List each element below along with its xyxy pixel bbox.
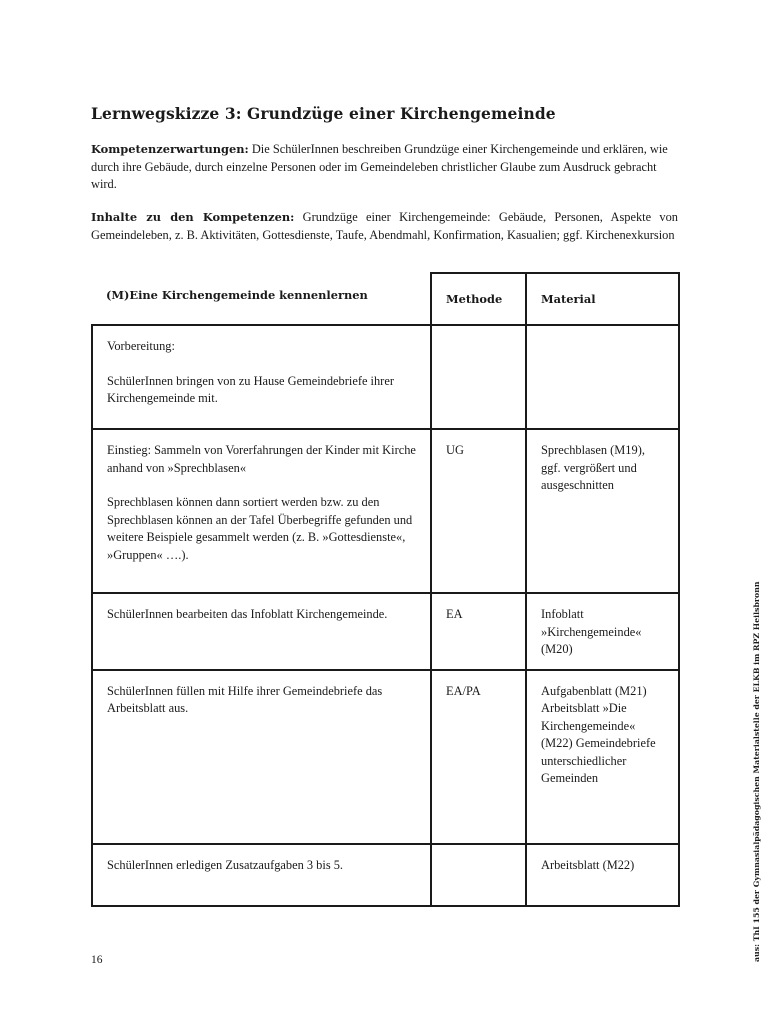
material-cell: Aufgabenblatt (M21) Arbeitsblatt »Die Kirchengemeinde« (M22) Gemeindebriefe unterschiedlicher Gemeinden xyxy=(526,670,679,844)
activity-text: Vorbereitung: xyxy=(107,339,175,353)
material-cell: Sprechblasen (M19), ggf. vergrößert und ausgeschnitten xyxy=(526,429,679,593)
table-row xyxy=(92,429,679,593)
table-row xyxy=(92,844,679,906)
section-title: (M)Eine Kirchengemeinde kennenlernen xyxy=(106,288,368,302)
material-cell: Arbeitsblatt (M22) xyxy=(526,844,679,906)
table-row xyxy=(92,670,679,844)
kompetenz-text: Die SchülerInnen beschreiben Grundzüge einer Kirchengemeinde und erklären, wie durch ihre Gebäude, durch einzelne Personen oder im Gemeindeleben christlicher Glaube zum Ausdruck gebracht wird. xyxy=(91,142,668,191)
kompetenz-paragraph xyxy=(91,141,678,194)
kompetenz-label: Kompetenzerwartungen: xyxy=(91,142,249,156)
page-number: 16 xyxy=(91,954,103,966)
table-row xyxy=(92,593,679,670)
page-title: Lernwegskizze 3: Grundzüge einer Kirchengemeinde xyxy=(91,104,556,123)
methode-cell: EA xyxy=(431,593,526,670)
section-title-cell xyxy=(92,273,431,325)
activity-cell xyxy=(92,429,431,593)
header-methode: Methode xyxy=(431,273,526,325)
methode-cell xyxy=(431,844,526,906)
activity-cell: SchülerInnen füllen mit Hilfe ihrer Gemeindebriefe das Arbeitsblatt aus. xyxy=(92,670,431,844)
lesson-plan-table xyxy=(91,272,680,907)
source-note: aus: ThI 155 der Gymnasialpädagogischen Materialstelle der ELKB im RPZ Heilsbronn xyxy=(752,581,761,962)
activity-cell: SchülerInnen bearbeiten das Infoblatt Kirchengemeinde. xyxy=(92,593,431,670)
inhalte-text: Grundzüge einer Kirchengemeinde: Gebäude, Personen, Aspekte von Gemeindeleben, z. B. Aktivitäten, Gottesdienste, Taufe, Abendmahl, Konfirmation, Kasualien; ggf. Kirchenexkursion xyxy=(91,210,678,242)
activity-cell: SchülerInnen erledigen Zusatzaufgaben 3 bis 5. xyxy=(92,844,431,906)
table-row xyxy=(92,325,679,429)
activity-cell xyxy=(92,325,431,429)
activity-text: SchülerInnen bringen von zu Hause Gemeindebriefe ihrer Kirchengemeinde mit. xyxy=(107,373,394,405)
material-cell: Infoblatt »Kirchengemeinde« (M20) xyxy=(526,593,679,670)
header-material: Material xyxy=(526,273,679,325)
activity-text: Einstieg: Sammeln von Vorerfahrungen der Kinder mit Kirche anhand von »Sprechblasen« xyxy=(107,443,416,475)
activity-text: Sprechblasen können dann sortiert werden bzw. zu den Sprechblasen können an der Tafel Überbegriffe gefunden und weitere Beispiele gesammelt werden (z. B. »Gottesdienste«, »Gruppen« ….). xyxy=(107,495,413,562)
inhalte-paragraph xyxy=(91,209,678,244)
table-header-row xyxy=(92,273,679,325)
inhalte-label: Inhalte zu den Kompetenzen: xyxy=(91,210,295,224)
methode-cell: UG xyxy=(431,429,526,593)
methode-cell: EA/PA xyxy=(431,670,526,844)
methode-cell xyxy=(431,325,526,429)
material-cell xyxy=(526,325,679,429)
